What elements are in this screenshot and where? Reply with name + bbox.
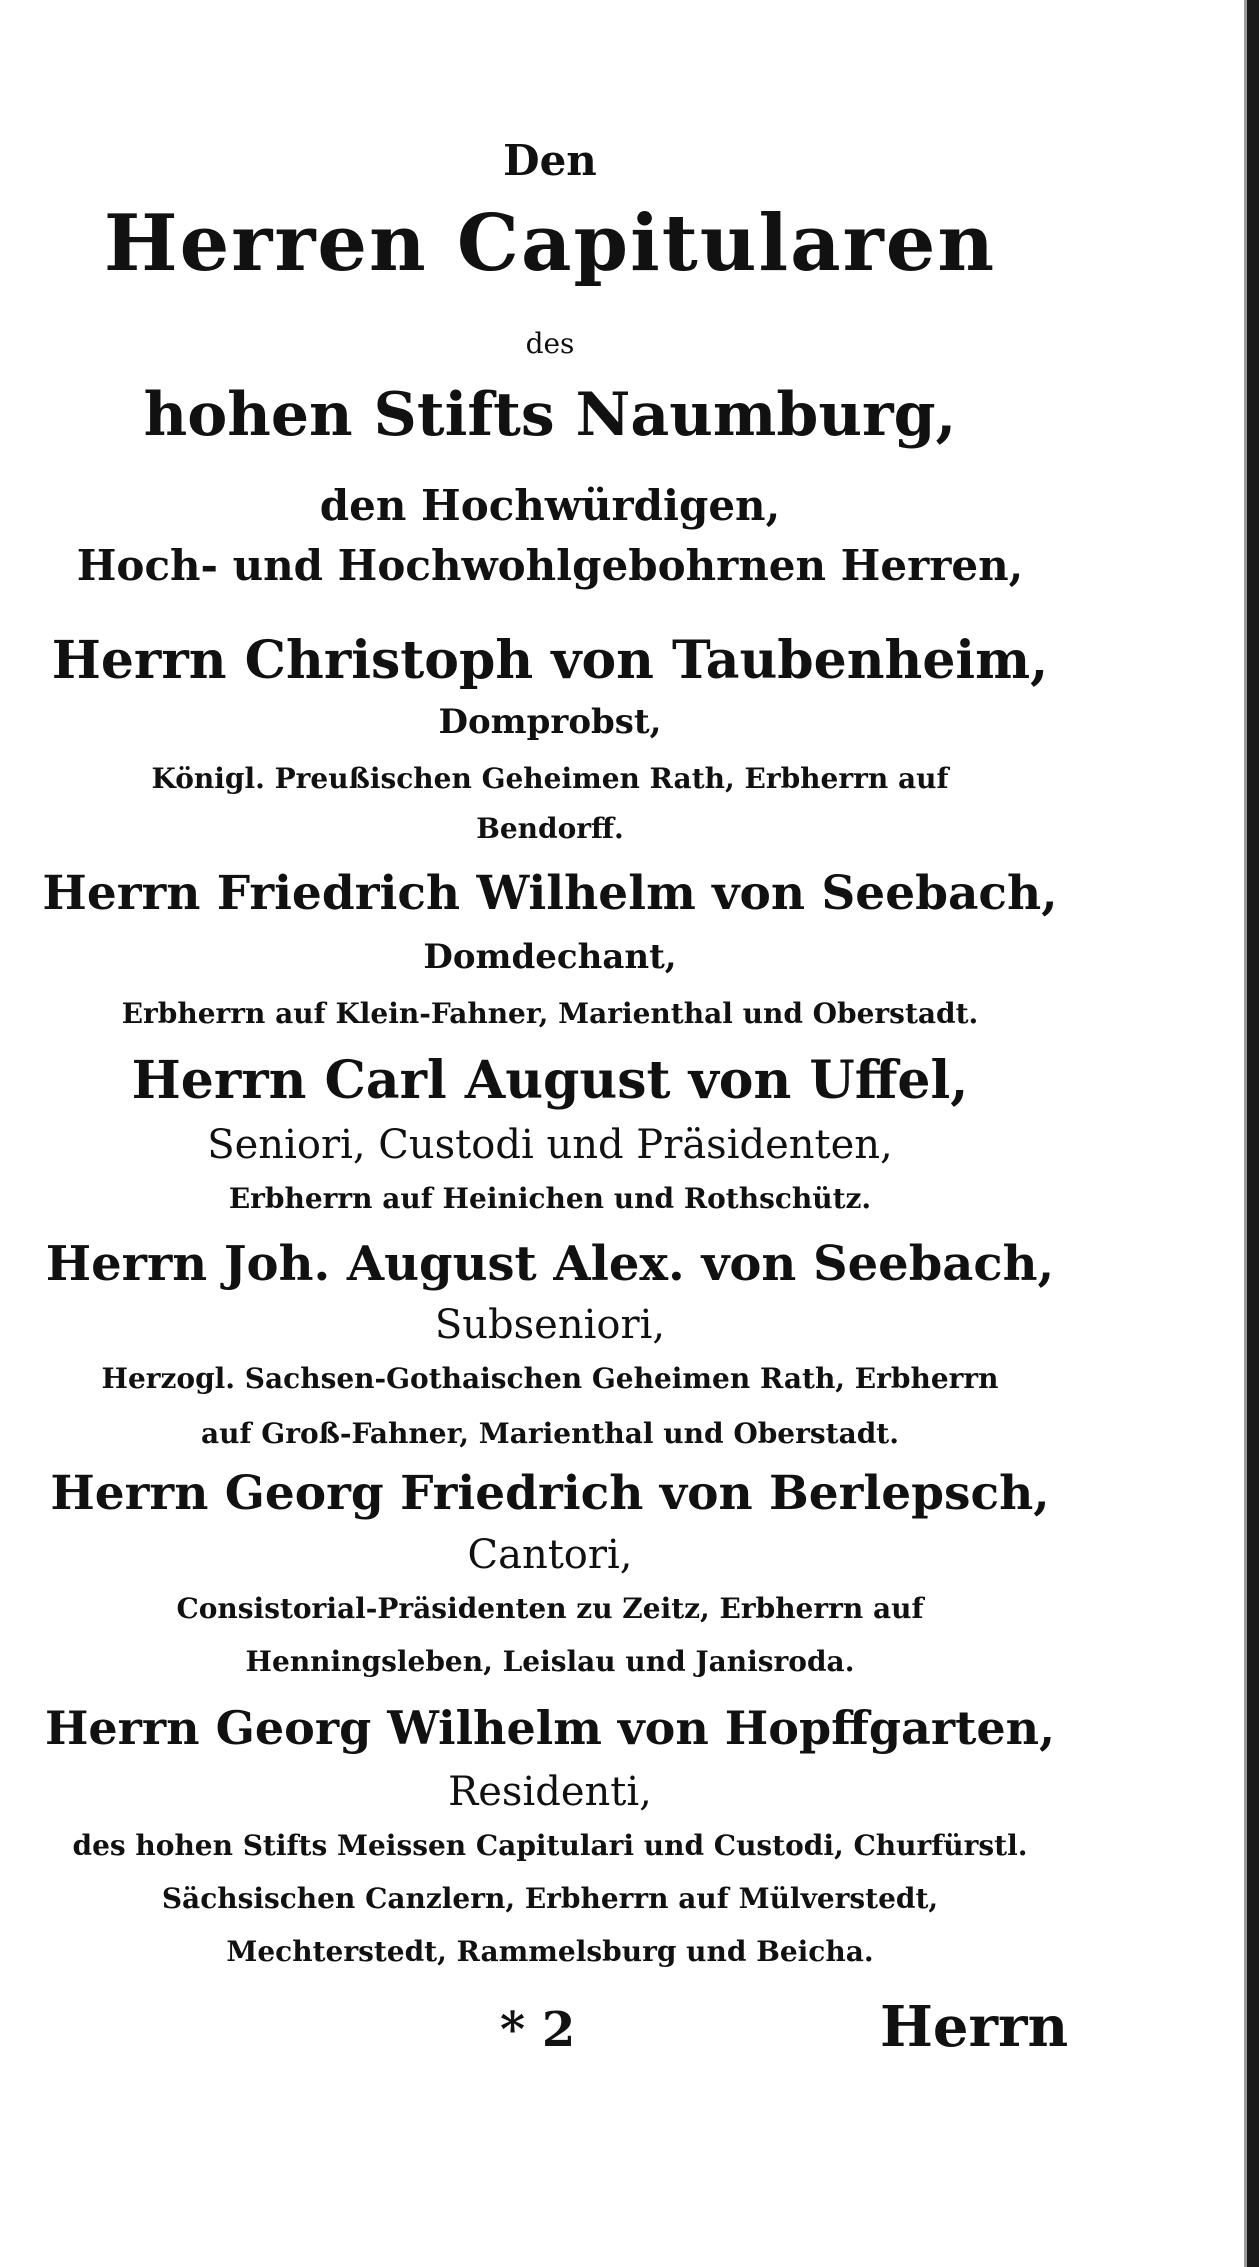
signature-mark: * 2 — [500, 2002, 576, 2058]
person-detail: Königl. Preußischen Geheimen Rath, Erbherrn auf — [151, 762, 949, 795]
person-office: Domdechant, — [423, 937, 677, 977]
person-name: Herrn Joh. August Alex. von Seebach, — [45, 1236, 1055, 1292]
person-name: Herrn Christoph von Taubenheim, — [51, 630, 1049, 691]
person-detail: Erbherrn auf Heinichen und Rothschütz. — [228, 1182, 872, 1215]
person-office: Subseniori, — [434, 1302, 666, 1348]
page-edge — [1247, 0, 1259, 2267]
person-detail: Mechterstedt, Rammelsburg und Beicha. — [226, 1935, 874, 1968]
person-detail: Sächsischen Canzlern, Erbherrn auf Mülverstedt, — [161, 1882, 939, 1915]
dedication-hochwohl: Hoch- und Hochwohlgebohrnen Herren, — [76, 541, 1024, 590]
person-detail: Erbherrn auf Klein-Fahner, Marienthal und Oberstadt. — [121, 997, 979, 1030]
person-name: Herrn Carl August von Uffel, — [131, 1050, 969, 1111]
dedication-hochwuerdigen: den Hochwürdigen, — [319, 481, 781, 530]
person-office: Cantori, — [467, 1532, 633, 1578]
person-detail: des hohen Stifts Meissen Capitulari und Custodi, Churfürstl. — [72, 1829, 1028, 1862]
person-office: Residenti, — [448, 1769, 652, 1815]
person-detail: Herzogl. Sachsen-Gothaischen Geheimen Rath, Erbherrn — [101, 1362, 999, 1395]
dedication-den: Den — [503, 136, 597, 185]
person-office: Seniori, Custodi und Präsidenten, — [207, 1122, 893, 1168]
person-detail: Henningsleben, Leislau und Janisroda. — [245, 1645, 855, 1678]
person-detail: Consistorial-Präsidenten zu Zeitz, Erbherrn auf — [176, 1592, 924, 1625]
dedication-title: Herren Capitularen — [103, 198, 997, 289]
person-name: Herrn Georg Friedrich von Berlepsch, — [50, 1466, 1050, 1521]
person-detail: Bendorff. — [476, 812, 624, 845]
person-name: Herrn Friedrich Wilhelm von Seebach, — [42, 866, 1058, 921]
person-name: Herrn Georg Wilhelm von Hopffgarten, — [44, 1701, 1056, 1755]
dedication-stift: hohen Stifts Naumburg, — [143, 380, 957, 450]
person-office: Domprobst, — [438, 702, 662, 742]
dedication-des: des — [525, 327, 575, 360]
person-detail: auf Groß-Fahner, Marienthal und Oberstadt. — [201, 1417, 899, 1450]
catchword: Herrn — [880, 1994, 1069, 2060]
